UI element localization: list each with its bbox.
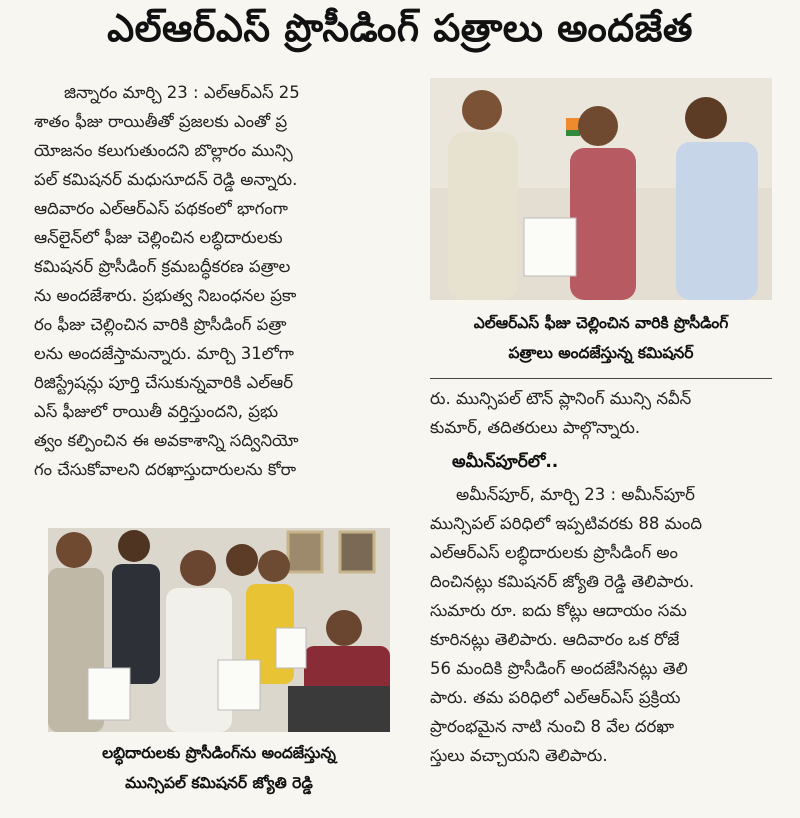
subhead-ameenpur: అమీన్‌పూర్‌లో..	[452, 452, 559, 472]
story1-line: ఎస్‌ ఫీజులో రాయితీ వర్తిస్తుందని, ప్రభు	[34, 402, 279, 421]
story1-cont-line: రు. మున్సిపల్‌ టౌన్‌ ప్లానింగ్‌ మున్సి నవీన్‌	[430, 389, 692, 408]
caption2-line: లబ్ధిదారులకు ప్రొసీడింగ్‌ను అందజేస్తున్న	[102, 744, 336, 762]
caption1-line: పత్రాలు అందజేస్తున్న కమిషనర్‌	[508, 344, 694, 362]
photo-commissioner-jyothi-reddy	[48, 528, 390, 732]
story2-line: అమీన్‌పూర్‌, మార్చి 23 : అమీన్‌పూర్‌	[456, 485, 695, 504]
story1-line: శాతం ఫీజు రాయితీతో ప్రజలకు ఎంతో ప్ర	[34, 112, 288, 131]
story2-line: పారు. తమ పరిధిలో ఎల్‌ఆర్‌ఎస్‌ ప్రక్రియ	[430, 688, 681, 707]
story1-line: ను అందజేశారు. ప్రభుత్వ నిబంధనల ప్రకా	[34, 286, 297, 305]
caption2-line: మున్సిపల్‌ కమిషనర్‌ జ్యోతి రెడ్డి	[125, 774, 313, 792]
story2-line: ఎల్‌ఆర్‌ఎస్‌ లబ్ధిదారులకు ప్రొసీడింగ్‌ అం	[430, 543, 678, 562]
story1-body	[34, 78, 396, 484]
divider	[430, 378, 772, 379]
story2-line: కూరినట్లు తెలిపారు. ఆదివారం ఒక రోజే	[430, 630, 680, 649]
story2-line: మున్సిపల్‌ పరిధిలో ఇప్పటివరకు 88 మంది	[430, 514, 703, 533]
story1-line: జిన్నారం మార్చి 23 : ఎల్‌ఆర్‌ఎస్‌ 25	[64, 83, 300, 102]
photo2-illustration	[48, 528, 390, 732]
story1-line: లను అందజేస్తామన్నారు. మార్చి 31లోగా	[34, 344, 294, 363]
story1-cont-line: కుమార్‌, తదితరులు పాల్గొన్నారు.	[430, 418, 641, 437]
story2-line: దించినట్లు కమిషనర్‌ జ్యోతి రెడ్డి తెలిపారు.	[430, 572, 695, 591]
story1-line: గం చేసుకోవాలని దరఖాస్తుదారులను కోరా	[34, 460, 297, 479]
story2-body	[430, 480, 772, 770]
story1-line: కమిషనర్‌ ప్రొసీడింగ్‌ క్రమబద్ధీకరణ పత్రాల	[34, 257, 291, 276]
caption-photo1	[430, 308, 772, 368]
story1-line: త్వం కల్పించిన ఈ అవకాశాన్ని సద్వినియో	[34, 431, 299, 450]
story1-line: ఆదివారం ఎల్‌ఆర్‌ఎస్‌ పథకంలో భాగంగా	[34, 199, 288, 218]
story2-line: 56 మందికి ప్రొసీడింగ్‌ అందజేసినట్లు తెలి	[430, 659, 688, 678]
story1-line: ఆన్‌లైన్‌లో ఫీజు చెల్లించిన లబ్ధిదారులకు	[34, 228, 283, 247]
story2-line: స్తులు వచ్చాయని తెలిపారు.	[430, 746, 608, 765]
story1-continuation	[430, 384, 772, 442]
story1-line: యోజనం కలుగుతుందని బొల్లారం మున్సి	[34, 141, 293, 160]
story2-line: ప్రారంభమైన నాటి నుంచి 8 వేల దరఖా	[430, 717, 675, 736]
photo-commissioner-handing-document	[430, 78, 772, 300]
caption1-line: ఎల్‌ఆర్‌ఎస్‌ ఫీజు చెల్లించిన వారికి ప్రొసీడింగ్‌	[473, 314, 729, 332]
story1-line: రం ఫీజు చెల్లించిన వారికి ప్రొసీడింగ్‌ పత్రా	[34, 315, 287, 334]
photo1-illustration	[430, 78, 772, 300]
story2-line: సుమారు రూ. ఐదు కోట్లు ఆదాయం సమ	[430, 601, 687, 620]
story1-line: రిజిస్ట్రేషన్లు పూర్తి చేసుకున్నవారికి ఎల్‌ఆర్‌	[34, 373, 293, 392]
headline: ఎల్‌ఆర్‌ఎస్‌ ప్రొసీడింగ్‌ పత్రాలు అందజేత	[107, 6, 693, 50]
story1-line: పల్‌ కమిషనర్‌ మధుసూదన్‌ రెడ్డి అన్నారు.	[34, 170, 298, 189]
caption-photo2	[48, 738, 390, 798]
